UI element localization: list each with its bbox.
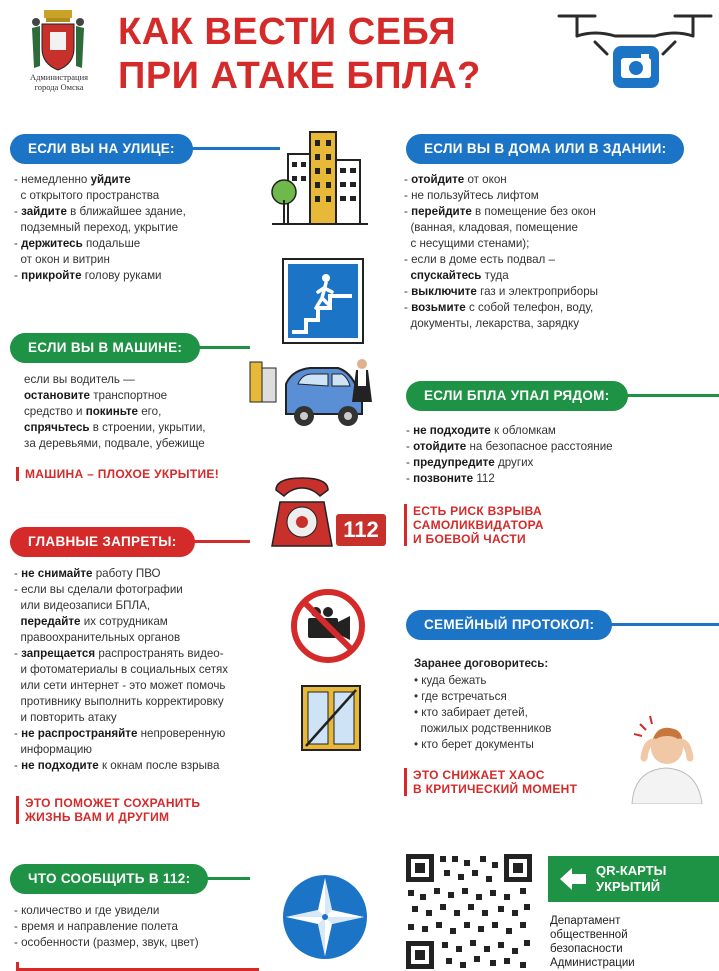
qr-button-label-line-1: QR-КАРТЫ — [596, 863, 667, 878]
list-item — [414, 689, 551, 705]
section-family-title: СЕМЕЙНЫЙ ПРОТОКОЛ: — [406, 610, 612, 640]
emblem-caption-line-1: Администрация — [29, 72, 89, 82]
list-item-text: и фотоматериалы в социальных сетях — [14, 663, 229, 676]
list-item-text: и повторить атаку — [14, 711, 117, 724]
list-item-bold: не распространяйте — [21, 727, 138, 740]
list-item-text: - — [404, 285, 412, 298]
list-item — [24, 404, 206, 420]
list-item — [14, 758, 228, 774]
list-item-bold: выключите — [411, 285, 477, 298]
list-item — [14, 188, 186, 204]
stressed-person-icon — [622, 708, 712, 804]
list-item-text: противнику выполнить корректировку — [14, 695, 224, 708]
home-list — [404, 172, 598, 332]
list-item-text: (ванная, кладовая, помещение — [404, 221, 578, 234]
list-item-text: если вы водитель — — [24, 373, 135, 386]
section-street-title: ЕСЛИ ВЫ НА УЛИЦЕ: — [10, 134, 193, 164]
list-item — [404, 268, 598, 284]
list-item-text: его, — [137, 405, 162, 418]
list-item-text: от окон и витрин — [14, 253, 110, 266]
list-item — [14, 582, 228, 598]
list-item-text: - — [14, 269, 22, 282]
bans-warning-line-2: ЖИЗНЬ ВАМ И ДРУГИМ — [25, 810, 170, 824]
emblem-caption-line-2: города Омска — [34, 82, 84, 92]
list-item-bold: передайте — [20, 615, 81, 628]
list-item-text: с открытого пространства — [14, 189, 160, 202]
list-item — [414, 673, 551, 689]
list-item-bold: предупредите — [413, 456, 495, 469]
list-item — [24, 420, 206, 436]
bans-warning-line-1: ЭТО ПОМОЖЕТ СОХРАНИТЬ — [25, 796, 201, 810]
section-bans-title: ГЛАВНЫЕ ЗАПРЕТЫ: — [10, 527, 195, 557]
list-item-bold: отойдите — [411, 173, 465, 186]
list-item-text: • где встречаться — [414, 690, 507, 703]
list-item-text: - если вы сделали фотографии — [14, 583, 183, 596]
list-item-text: - время и направление полета — [14, 920, 178, 933]
underground-passage-sign-icon — [282, 258, 364, 344]
list-item-bold: зайдите — [21, 205, 67, 218]
list-item — [404, 300, 598, 316]
family-warning-line-2: В КРИТИЧЕСКИЙ МОМЕНТ — [413, 782, 578, 796]
list-item — [14, 252, 186, 268]
header — [0, 0, 719, 112]
list-item — [414, 721, 551, 737]
street-list — [14, 172, 186, 284]
list-item-text: распространять видео- — [95, 647, 224, 660]
section-car-title: ЕСЛИ ВЫ В МАШИНЕ: — [10, 333, 200, 363]
list-item-bold: позвоните — [413, 472, 474, 485]
list-item — [406, 455, 613, 471]
list-item — [404, 220, 598, 236]
department-line-1: Департамент — [550, 915, 621, 927]
title-line-1: КАК ВЕСТИ СЕБЯ — [118, 11, 457, 53]
qr-button-label-line-2: УКРЫТИЙ — [596, 879, 661, 894]
page-title — [118, 10, 481, 98]
list-item-text: на безопасное расстояние — [466, 440, 613, 453]
list-item-text: информацию — [14, 743, 92, 756]
list-item — [14, 662, 228, 678]
department-line-4: Администрации — [550, 957, 635, 969]
list-item-bold: не подходите — [413, 424, 491, 437]
list-item-text: - — [404, 173, 412, 186]
buildings-icon — [270, 126, 370, 230]
list-item-text: - — [406, 472, 414, 485]
list-item — [404, 236, 598, 252]
drone-camera-icon — [555, 6, 715, 98]
list-item-bold: перейдите — [411, 205, 472, 218]
list-item-text: к окнам после взрыва — [98, 759, 220, 772]
list-item-text: - не пользуйтесь лифтом — [404, 189, 539, 202]
list-item — [14, 710, 228, 726]
list-item — [406, 471, 613, 487]
list-item-bold: не подходите — [21, 759, 99, 772]
list-item-text: • куда бежать — [414, 674, 487, 687]
list-item-text: работу ПВО — [92, 567, 161, 580]
list-item-bold: запрещается — [21, 647, 96, 660]
list-item-text: с несущими стенами); — [404, 237, 530, 250]
qr-code-icon — [404, 852, 534, 971]
list-item-text: правоохранительных органов — [14, 631, 181, 644]
fallen-warning-line-2: САМОЛИКВИДАТОРА — [413, 518, 544, 532]
section-home-title: ЕСЛИ ВЫ В ДОМА ИЛИ В ЗДАНИИ: — [406, 134, 684, 164]
list-item-text: документы, лекарства, зарядку — [404, 317, 580, 330]
list-item-text: за деревьями, подвале, убежище — [24, 437, 205, 450]
emblem-caption — [18, 72, 100, 92]
list-item-text: подальше — [82, 237, 141, 250]
list-item — [14, 694, 228, 710]
car-warning: МАШИНА – ПЛОХОЕ УКРЫТИЕ! — [16, 467, 219, 481]
list-item-text: к обломкам — [490, 424, 556, 437]
list-item — [14, 919, 199, 935]
list-item — [14, 726, 228, 742]
list-item-text: - — [14, 759, 22, 772]
list-item — [404, 172, 598, 188]
bans-warning — [16, 796, 200, 824]
list-item-bold: не снимайте — [21, 567, 93, 580]
arrow-left-icon — [560, 868, 586, 890]
list-item — [14, 236, 186, 252]
list-item-bold: уйдите — [90, 173, 131, 186]
list-item — [404, 284, 598, 300]
list-item-text: - особенности (размер, звук, цвет) — [14, 936, 199, 949]
qr-shelter-maps-button[interactable] — [548, 856, 719, 902]
list-item-text: - — [14, 237, 22, 250]
qr-button-label — [596, 863, 666, 895]
list-item — [14, 646, 228, 662]
list-item-text: - если в доме есть подвал – — [404, 253, 555, 266]
fallen-warning — [404, 504, 544, 546]
list-item-text: - — [14, 205, 22, 218]
list-item-text: • кто берет документы — [414, 738, 534, 751]
car-list — [24, 372, 206, 452]
list-item — [24, 436, 206, 452]
list-item — [24, 388, 206, 404]
compass-rose-icon — [282, 872, 368, 962]
list-item — [14, 742, 228, 758]
list-item-text: пожилых родственников — [414, 722, 552, 735]
report-warning-cut — [16, 962, 277, 971]
list-item-text: - — [14, 567, 22, 580]
list-item — [404, 316, 598, 332]
list-item — [14, 935, 199, 951]
list-item-text: других — [494, 456, 534, 469]
list-item-bold: спрячьтесь — [24, 421, 90, 434]
list-item — [14, 220, 186, 236]
department-line-3: безопасности — [550, 943, 623, 955]
car-driver-icon — [246, 354, 386, 444]
family-intro: Заранее договоритесь: — [414, 657, 549, 670]
window-icon — [298, 682, 364, 754]
list-item-text: туда — [481, 269, 509, 282]
list-item — [14, 204, 186, 220]
list-item-text: в ближайшее здание, — [66, 205, 186, 218]
omsk-emblem-icon — [26, 8, 90, 74]
list-item — [14, 598, 228, 614]
list-item-text: - — [406, 424, 414, 437]
section-fallen-title: ЕСЛИ БПЛА УПАЛ РЯДОМ: — [406, 381, 628, 411]
list-item-text: 112 — [473, 472, 495, 485]
list-item-bold: держитесь — [21, 237, 83, 250]
fallen-list — [406, 423, 613, 487]
list-item-text: непроверенную — [137, 727, 226, 740]
list-item-text: - — [14, 647, 22, 660]
list-item — [404, 204, 598, 220]
list-item-bold: прикройте — [21, 269, 82, 282]
list-item-text: голову руками — [81, 269, 162, 282]
title-line-2: ПРИ АТАКЕ БПЛА? — [118, 55, 481, 97]
list-item — [414, 737, 551, 753]
fallen-warning-line-3: И БОЕВОЙ ЧАСТИ — [413, 532, 526, 546]
department-caption — [550, 914, 635, 970]
list-item-text: - — [14, 727, 22, 740]
list-item-text: с собой телефон, воду, — [465, 301, 594, 314]
report-list — [14, 903, 199, 951]
family-list — [414, 673, 551, 753]
list-item-text: в помещение без окон — [471, 205, 596, 218]
list-item-text: подземный переход, укрытие — [14, 221, 179, 234]
list-item-text: - — [404, 205, 412, 218]
list-item-text: в строении, укрытии, — [89, 421, 206, 434]
list-item-text: - — [404, 301, 412, 314]
department-line-2: общественной — [550, 929, 628, 941]
list-item-text: - — [406, 440, 414, 453]
list-item — [406, 423, 613, 439]
list-item-text: или сети интернет - это может помочь — [14, 679, 226, 692]
list-item — [404, 188, 598, 204]
list-item — [24, 372, 206, 388]
list-item — [414, 705, 551, 721]
family-warning — [404, 768, 577, 796]
list-item — [14, 566, 228, 582]
telephone-icon — [268, 472, 338, 552]
phone-number-badge: 112 — [336, 514, 386, 546]
list-item-bold: отойдите — [413, 440, 467, 453]
section-report-title: ЧТО СООБЩИТЬ В 112: — [10, 864, 208, 894]
list-item — [404, 252, 598, 268]
list-item-text: от окон — [464, 173, 507, 186]
list-item — [14, 903, 199, 919]
list-item-bold: остановите — [24, 389, 90, 402]
list-item-text: - — [406, 456, 414, 469]
bans-list — [14, 566, 228, 774]
no-camera-icon — [290, 588, 366, 664]
list-item-bold: возьмите — [411, 301, 466, 314]
list-item-text: газ и электроприборы — [476, 285, 598, 298]
list-item — [14, 678, 228, 694]
list-item-text: транспортное — [89, 389, 168, 402]
list-item — [14, 614, 228, 630]
list-item — [14, 268, 186, 284]
list-item-bold: покиньте — [85, 405, 138, 418]
list-item-text: средство и — [24, 405, 86, 418]
list-item-text: их сотрудникам — [80, 615, 168, 628]
family-warning-line-1: ЭТО СНИЖАЕТ ХАОС — [413, 768, 545, 782]
list-item-bold: спускайтесь — [410, 269, 482, 282]
list-item-text: - немедленно — [14, 173, 91, 186]
list-item — [14, 630, 228, 646]
fallen-warning-line-1: ЕСТЬ РИСК ВЗРЫВА — [413, 504, 542, 518]
list-item-text: или видеозаписи БПЛА, — [14, 599, 151, 612]
list-item — [14, 172, 186, 188]
list-item — [406, 439, 613, 455]
list-item-text: - количество и где увидели — [14, 904, 160, 917]
list-item-text: • кто забирает детей, — [414, 706, 528, 719]
